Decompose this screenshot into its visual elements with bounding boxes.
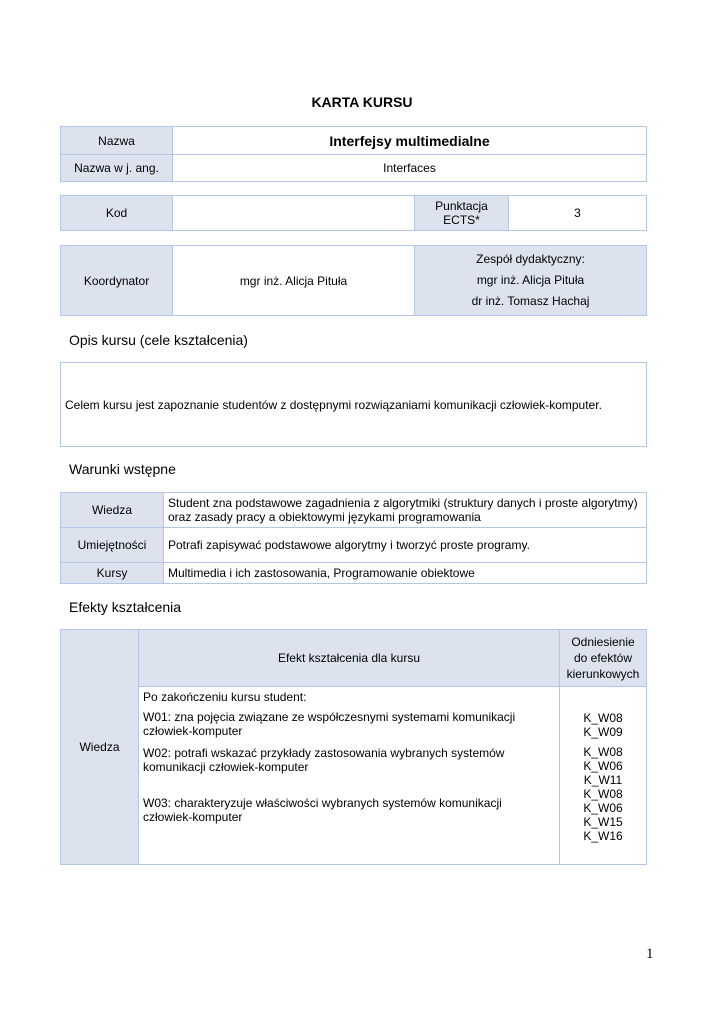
outcomes-intro: Po zakończeniu kursu student: [143, 690, 307, 704]
team-title: Zespół dydaktyczny: [476, 252, 585, 266]
outcome-item: W03: charakteryzuje właściwości wybranych systemów komunikacji człowiek-komputer [143, 796, 502, 824]
ects-label-line2: ECTS* [443, 213, 480, 227]
code-table [60, 195, 647, 231]
ref-code: K_W08 [583, 745, 623, 759]
outcomes-row-label: Wiedza [61, 630, 139, 865]
description-table [60, 362, 647, 447]
outcome-item: W01: zna pojęcia związane ze współczesnymi systemami komunikacji człowiek-komputer [143, 710, 516, 738]
prereq-knowledge-value: Student zna podstawowe zagadnienia z algorytmiki (struktury danych i proste algorytmy) oraz zasady pracy a obiektowymi językami programowania [164, 493, 647, 528]
page-number: 1 [646, 946, 654, 962]
ects-value: 3 [509, 196, 647, 231]
ref-code: K_W06 [583, 801, 623, 815]
name-label: Nazwa [61, 127, 173, 155]
name-value: Interfejsy multimedialne [173, 127, 647, 155]
code-value [173, 196, 415, 231]
outcomes-heading: Efekty kształcenia [69, 599, 182, 615]
ects-label [415, 196, 509, 231]
outcomes-ref-header: Odniesienie do efektów kierunkowych [560, 630, 647, 687]
prereq-skills-value: Potrafi zapisywać podstawowe algorytmy i tworzyć proste programy. [164, 528, 647, 563]
coordinator-label: Koordynator [61, 246, 173, 316]
outcome-item: W02: potrafi wskazać przykłady zastosowania wybranych systemów komunikacji człowiek-komputer [143, 746, 505, 774]
prerequisites-heading: Warunki wstępne [69, 461, 176, 477]
ref-code: K_W11 [583, 773, 623, 787]
team-member: mgr inż. Alicja Pituła [476, 273, 585, 287]
teaching-team [415, 246, 647, 316]
outcomes-col-header: Efekt kształcenia dla kursu [139, 630, 560, 687]
outcomes-refs [560, 687, 647, 865]
page-title: KARTA KURSU [311, 94, 413, 110]
ects-label-line1: Punktacja [435, 199, 488, 213]
prereq-courses-label: Kursy [61, 563, 164, 584]
ref-code: K_W06 [583, 759, 623, 773]
description-text: Celem kursu jest zapoznanie studentów z dostępnymi rozwiązaniami komunikacji człowiek-komputer. [61, 363, 647, 447]
ref-code: K_W08 [583, 787, 623, 801]
eng-name-label: Nazwa w j. ang. [61, 155, 173, 182]
ref-code: K_W08 [583, 711, 623, 725]
code-label: Kod [61, 196, 173, 231]
ref-code: K_W15 [583, 815, 623, 829]
eng-name-value: Interfaces [173, 155, 647, 182]
coordinator-value: mgr inż. Alicja Pituła [173, 246, 415, 316]
coordinator-table [60, 245, 647, 316]
prerequisites-table [60, 492, 647, 584]
ref-code: K_W09 [583, 725, 623, 739]
outcomes-table [60, 629, 647, 865]
outcomes-list [139, 687, 560, 865]
prereq-courses-value: Multimedia i ich zastosowania, Programowanie obiektowe [164, 563, 647, 584]
prereq-knowledge-label: Wiedza [61, 493, 164, 528]
ref-code: K_W16 [583, 829, 623, 843]
prereq-skills-label: Umiejętności [61, 528, 164, 563]
team-member: dr inż. Tomasz Hachaj [471, 294, 590, 308]
description-heading: Opis kursu (cele kształcenia) [69, 332, 248, 348]
name-table [60, 126, 647, 182]
